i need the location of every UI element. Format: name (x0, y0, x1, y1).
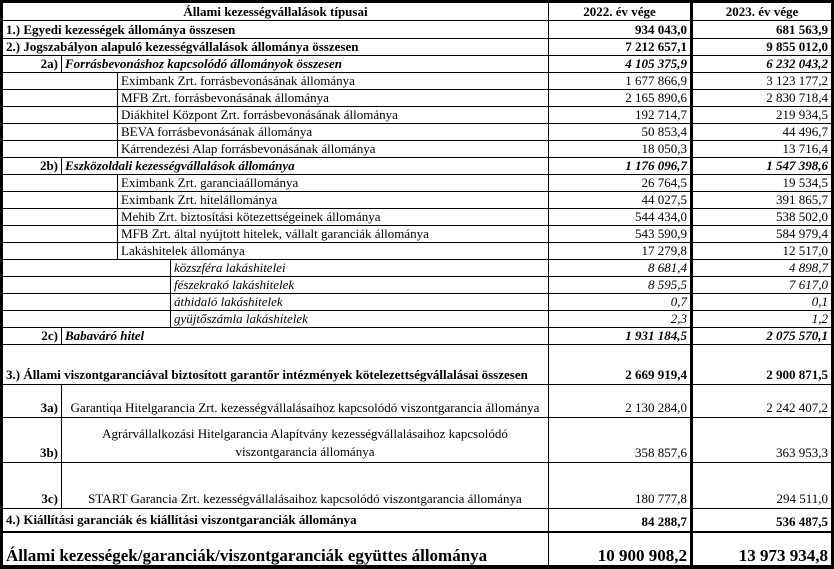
row-2a-item-label: MFB Zrt. forrásbevonásának állománya (118, 90, 549, 107)
row-2b-item-value-2022: 17 279,8 (549, 243, 693, 260)
row-2b-value-2022: 1 176 096,7 (549, 158, 693, 175)
row-2a-item-value-2023: 3 123 177,2 (693, 73, 831, 90)
indent-spacer (3, 141, 118, 158)
row-2c-label: Babaváró hitel (62, 328, 549, 345)
indent-spacer (3, 90, 118, 107)
housing-item-label: fészekrakó lakáshitelek (171, 277, 549, 294)
row-2a-item-value-2022: 1 677 866,9 (549, 73, 693, 90)
row-3a-code: 3a) (3, 385, 62, 418)
row-2b-item-label: Lakáshitelek állománya (118, 243, 549, 260)
row-2a-value-2023: 6 232 043,2 (693, 56, 831, 73)
housing-item-value-2023: 7 617,0 (693, 277, 831, 294)
housing-item-value-2023: 1,2 (693, 311, 831, 328)
housing-item-label: gyüjtőszámla lakáshitelek (171, 311, 549, 328)
row-3c-label: START Garancia Zrt. kezességvállalásaihoz kapcsolódó viszontgarancia állománya (62, 463, 549, 509)
indent-spacer (3, 175, 118, 192)
row-3c-value-2023: 294 511,0 (693, 463, 831, 509)
row-2a-item-value-2023: 13 716,4 (693, 141, 831, 158)
housing-item-value-2023: 4 898,7 (693, 260, 831, 277)
housing-item-value-2022: 2,3 (549, 311, 693, 328)
row-2b-item-value-2023: 12 517,0 (693, 243, 831, 260)
row-4-label: 4.) Kiállítási garanciák és kiállítási viszontgaranciák állománya (3, 509, 549, 533)
row-2a-item-value-2023: 2 830 718,4 (693, 90, 831, 107)
row-2c-value-2023: 2 075 570,1 (693, 328, 831, 345)
row-2a-item-label: Eximbank Zrt. forrásbevonásának állománya (118, 73, 549, 90)
row-2b-item-value-2022: 544 434,0 (549, 209, 693, 226)
row-3a-value-2022: 2 130 284,0 (549, 385, 693, 418)
indent-spacer (3, 124, 118, 141)
row-2-value-2023: 9 855 012,0 (693, 39, 831, 56)
indent-spacer (3, 311, 171, 328)
row-2a-item-value-2022: 192 714,7 (549, 107, 693, 124)
housing-item-label: áthidaló lakáshitelek (171, 294, 549, 311)
row-2b-item-value-2023: 538 502,0 (693, 209, 831, 226)
row-2b-item-value-2023: 584 979,4 (693, 226, 831, 243)
row-3c-code: 3c) (3, 463, 62, 509)
row-1-value-2023: 681 563,9 (693, 21, 831, 39)
row-3-value-2022: 2 669 919,4 (549, 345, 693, 385)
row-2a-item-value-2022: 18 050,3 (549, 141, 693, 158)
row-2-label: 2.) Jogszabályon alapuló kezességvállalások állománya összesen (3, 39, 549, 56)
row-3-label: 3.) Állami viszontgaranciával biztosított garantőr intézmények kötelezettségvállalásai összesen (3, 345, 549, 385)
row-2a-item-value-2023: 219 934,5 (693, 107, 831, 124)
row-2a-item-label: Kárrendezési Alap forrásbevonásának állománya (118, 141, 549, 158)
total-value-2022: 10 900 908,2 (549, 533, 693, 566)
housing-item-label: közszféra lakáshitelei (171, 260, 549, 277)
row-2b-item-value-2022: 26 764,5 (549, 175, 693, 192)
row-2c-code: 2c) (3, 328, 62, 345)
indent-spacer (3, 277, 171, 294)
row-2-value-2022: 7 212 657,1 (549, 39, 693, 56)
row-2a-value-2022: 4 105 375,9 (549, 56, 693, 73)
housing-item-value-2022: 8 681,4 (549, 260, 693, 277)
header-2023: 2023. év vége (693, 3, 831, 21)
row-3a-label: Garantiqa Hitelgarancia Zrt. kezességvállalásaihoz kapcsolódó viszontgarancia állománya (62, 385, 549, 418)
row-4-value-2023: 536 487,5 (693, 509, 831, 533)
indent-spacer (3, 260, 171, 277)
row-3b-value-2023: 363 953,3 (693, 418, 831, 463)
row-1-label: 1.) Egyedi kezességek állománya összesen (3, 21, 549, 39)
row-3b-value-2022: 358 857,6 (549, 418, 693, 463)
header-label: Állami kezességvállalások típusai (3, 3, 549, 21)
row-2b-item-label: Eximbank Zrt. garanciaállománya (118, 175, 549, 192)
row-2b-item-label: MFB Zrt. által nyújtott hitelek, vállalt garanciák állománya (118, 226, 549, 243)
header-2022: 2022. év vége (549, 3, 693, 21)
row-2a-code: 2a) (3, 56, 62, 73)
row-2b-item-value-2022: 543 590,9 (549, 226, 693, 243)
housing-item-value-2022: 0,7 (549, 294, 693, 311)
row-2b-item-label: Eximbank Zrt. hitelállománya (118, 192, 549, 209)
row-2a-item-value-2022: 2 165 890,6 (549, 90, 693, 107)
row-3b-label: Agrárvállalkozási Hitelgarancia Alapítvány kezességvállalásaihoz kapcsolódó viszontgarancia állománya (62, 418, 549, 463)
indent-spacer (3, 226, 118, 243)
row-3b-code: 3b) (3, 418, 62, 463)
row-2a-label: Forrásbevonáshoz kapcsolódó állományok összesen (62, 56, 549, 73)
row-2b-value-2023: 1 547 398,6 (693, 158, 831, 175)
row-2c-value-2022: 1 931 184,5 (549, 328, 693, 345)
housing-item-value-2022: 8 595,5 (549, 277, 693, 294)
row-2b-item-value-2023: 391 865,7 (693, 192, 831, 209)
indent-spacer (3, 192, 118, 209)
indent-spacer (3, 73, 118, 90)
indent-spacer (3, 243, 118, 260)
row-2b-code: 2b) (3, 158, 62, 175)
indent-spacer (3, 294, 171, 311)
row-2b-item-value-2023: 19 534,5 (693, 175, 831, 192)
row-2a-item-label: Diákhitel Központ Zrt. forrásbevonásának állománya (118, 107, 549, 124)
row-3c-value-2022: 180 777,8 (549, 463, 693, 509)
row-3-value-2023: 2 900 871,5 (693, 345, 831, 385)
indent-spacer (3, 209, 118, 226)
row-2a-item-value-2022: 50 853,4 (549, 124, 693, 141)
row-3a-value-2023: 2 242 407,2 (693, 385, 831, 418)
row-4-value-2022: 84 288,7 (549, 509, 693, 533)
row-2a-item-value-2023: 44 496,7 (693, 124, 831, 141)
indent-spacer (3, 107, 118, 124)
total-value-2023: 13 973 934,8 (693, 533, 831, 566)
row-2b-item-label: Mehib Zrt. biztosítási kötezettségeinek állománya (118, 209, 549, 226)
row-2b-item-value-2022: 44 027,5 (549, 192, 693, 209)
housing-item-value-2023: 0,1 (693, 294, 831, 311)
row-1-value-2022: 934 043,0 (549, 21, 693, 39)
row-2a-item-label: BEVA forrásbevonásának állománya (118, 124, 549, 141)
total-label: Állami kezességek/garanciák/viszontgaranciák együttes állománya (3, 533, 549, 566)
row-2b-label: Eszközoldali kezességvállalások állománya (62, 158, 549, 175)
